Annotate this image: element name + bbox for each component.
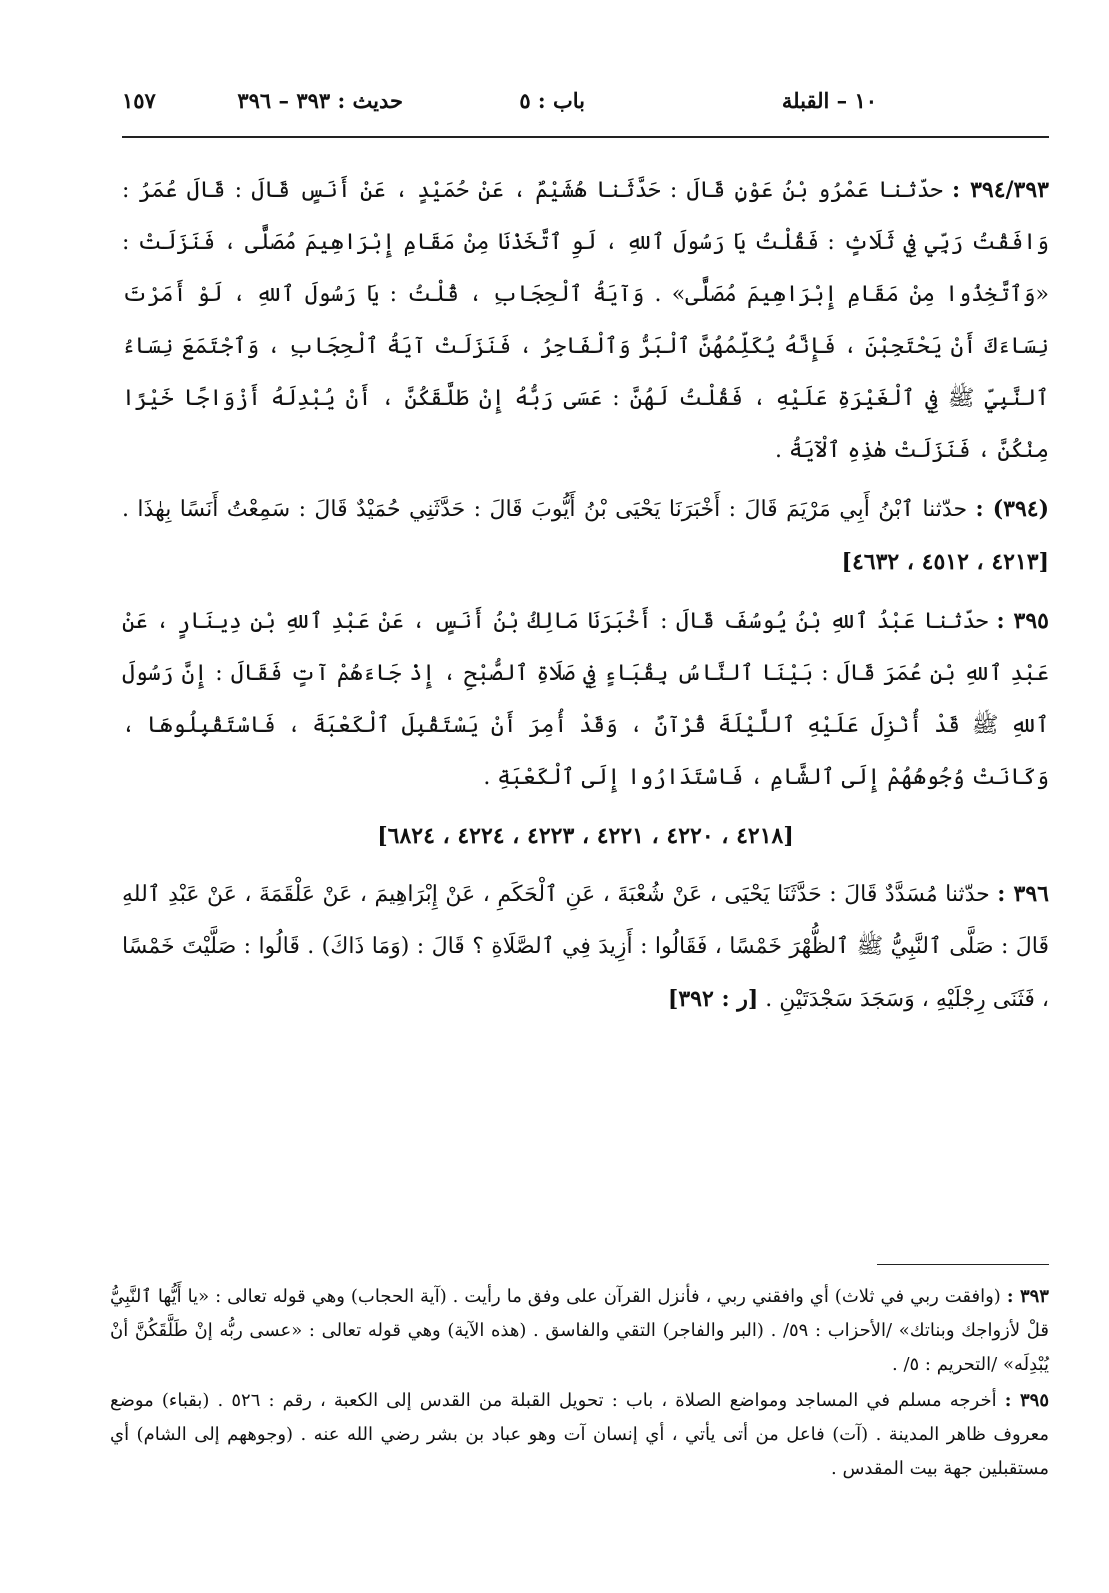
hadith-395 bbox=[122, 595, 1049, 804]
hadith-393 bbox=[122, 164, 1049, 477]
hadith-number: (٣٩٤) : bbox=[975, 496, 1050, 522]
cross-references: [٤٢١٨ ، ٤٢٢٠ ، ٤٢٢١ ، ٤٢٢٣ ، ٤٢٢٤ ، ٦٨٢٤] bbox=[377, 823, 794, 849]
cross-references: [ر : ٣٩٢] bbox=[667, 986, 759, 1012]
footnote-393 bbox=[110, 1280, 1049, 1382]
hadith-396 bbox=[122, 868, 1049, 1026]
cross-references: [٤٢١٣ ، ٤٥١٢ ، ٤٦٣٢] bbox=[841, 549, 1049, 575]
header-divider bbox=[122, 136, 1049, 138]
chapter-title: ١٠ – القبلة bbox=[781, 88, 877, 113]
hadith-number: ٣٩٤/٣٩٣ : bbox=[952, 177, 1049, 203]
footnote-395 bbox=[110, 1384, 1049, 1486]
footnote-number: ٣٩٣ : bbox=[1006, 1286, 1049, 1307]
hadith-394 bbox=[122, 483, 1049, 589]
footnote-number: ٣٩٥ : bbox=[1004, 1390, 1050, 1411]
hadith-number: ٣٩٥ : bbox=[996, 608, 1049, 634]
running-header bbox=[122, 88, 1049, 124]
bab-label: باب : ٥ bbox=[519, 88, 585, 113]
page-number: ١٥٧ bbox=[122, 88, 156, 113]
hadith-text: حدّثنا عَمْرُو بْنُ عَوْنٍ قَالَ : حَدَّثَنا هُشَيْمٌ ، عَنْ حُمَيْدٍ ، عَنْ أَنَسٍ قَالَ : قَالَ عُمَرُ : وَافَقْتُ رَبِّي فِي ثَلَاثٍ : فَقُلْتُ يَا رَسُولَ ٱللهِ ، لَوِ ٱتَّخَذْنَا مِنْ مَقَامِ إِبْرَاهِيمَ مُصَلًّى ، فَنَزَلَتْ : «وَٱتَّخِذُوا مِنْ مَقَامِ إِبْرَاهِيمَ مُصَلًّى» . وَآيَةُ ٱلْحِجَابِ ، قُلْتُ : يَا رَسُولَ ٱللهِ ، لَوْ أَمَرْتَ نِسَاءَكَ أَنْ يَحْتَجِبْنَ ، فَإِنَّهُ يُكَلِّمُهُنَّ ٱلْبَرُّ وَٱلْفَاجِرُ ، فَنَزَلَتْ آيَةُ ٱلْحِجَابِ ، وَٱجْتَمَعَ نِسَاءُ ٱلنَّبِيِّ ﷺ فِي ٱلْغَيْرَةِ عَلَيْهِ ، فَقُلْتُ لَهُنَّ : عَسَى رَبُّهُ إِنْ طَلَّقَكُنَّ ، أَنْ يُبْدِلَهُ أَزْوَاجًا خَيْرًا مِنْكُنَّ ، فَنَزَلَتْ هٰذِهِ ٱلْآيَةُ . bbox=[122, 178, 1049, 463]
footnotes bbox=[110, 1280, 1049, 1488]
footnote-text: (وافقت ربي في ثلاث) أي وافقني ربي ، فأنزل القرآن على وفق ما رأيت . (آية الحجاب) وهي قوله تعالى : «يا أَيُّها ٱلنَّبِيُّ قلْ لأزواجك وبناتك» /الأحزاب : ٥٩/ . (البر والفاجر) التقي والفاسق . (هذه الآية) وهي قوله تعالى : «عسى ربُّه إنْ طَلَّقَكُنَّ أنْ يُبْدِلَه» /التحريم : ٥/ . bbox=[110, 1286, 1049, 1375]
hadith-text: حدّثنا مُسَدَّدٌ قَالَ : حَدَّثَنَا يَحْيَى ، عَنْ شُعْبَةَ ، عَنِ ٱلْحَكَمِ ، عَنْ إِبْرَاهِيمَ ، عَنْ عَلْقَمَةَ ، عَنْ عَبْدِ ٱللهِ قَالَ : صَلَّى ٱلنَّبِيُّ ﷺ ٱلظُّهْرَ خَمْسًا ، فَقَالُوا : أَزِيدَ فِي ٱلصَّلَاةِ ؟ قَالَ : (وَمَا ذَاكَ) . قَالُوا : صَلَّيْتَ خَمْسًا ، فَثَنَى رِجْلَيْهِ ، وَسَجَدَ سَجْدَتَيْنِ . bbox=[122, 882, 1049, 1012]
main-text bbox=[122, 164, 1049, 1032]
footnote-divider bbox=[877, 1264, 1049, 1265]
hadith-text: حدّثنا عَبْدُ ٱللهِ بْنُ يُوسُفَ قَالَ : أَخْبَرَنَا مَالِكُ بْنُ أَنَسٍ ، عَنْ عَبْدِ ٱللهِ بْنِ دِينَارٍ ، عَنْ عَبْدِ ٱللهِ بْنِ عُمَرَ قَالَ : بَيْنَا ٱلنَّاسُ بِقُبَاءٍ فِي صَلَاةِ ٱلصُّبْحِ ، إِذْ جَاءَهُمْ آتٍ فَقَالَ : إِنَّ رَسُولَ ٱللهِ ﷺ قَدْ أُنْزِلَ عَلَيْهِ ٱللَّيْلَةَ قُرْآنٌ ، وَقَدْ أُمِرَ أَنْ يَسْتَقْبِلَ ٱلْكَعْبَةَ ، فَاسْتَقْبِلُوهَا ، وَكَانَتْ وُجُوهُهُمْ إِلَى ٱلشَّامِ ، فَاسْتَدَارُوا إِلَى ٱلْكَعْبَةِ . bbox=[122, 609, 1049, 790]
hadith-number: ٣٩٦ : bbox=[997, 881, 1049, 907]
hadith-range: حديث : ٣٩٣ – ٣٩٦ bbox=[237, 88, 403, 113]
hadith-text: حدّثنا ٱبْنُ أَبِي مَرْيَمَ قَالَ : أَخْبَرَنَا يَحْيَى بْنُ أَيُّوبَ قَالَ : حَدَّثَنِي حُمَيْدٌ قَالَ : سَمِعْتُ أَنَسًا بِهٰذَا . bbox=[122, 497, 968, 522]
footnote-text: أخرجه مسلم في المساجد ومواضع الصلاة ، باب : تحويل القبلة من القدس إلى الكعبة ، رقم : ٥٢٦ . (بقباء) موضع معروف ظاهر المدينة . (آت) فاعل من أتى يأتي ، أي إنسان آت وهو عباد بن بشر رضي الله عنه . (وجوههم إلى الشام) أي مستقبلين جهة بيت المقدس . bbox=[110, 1390, 1049, 1479]
